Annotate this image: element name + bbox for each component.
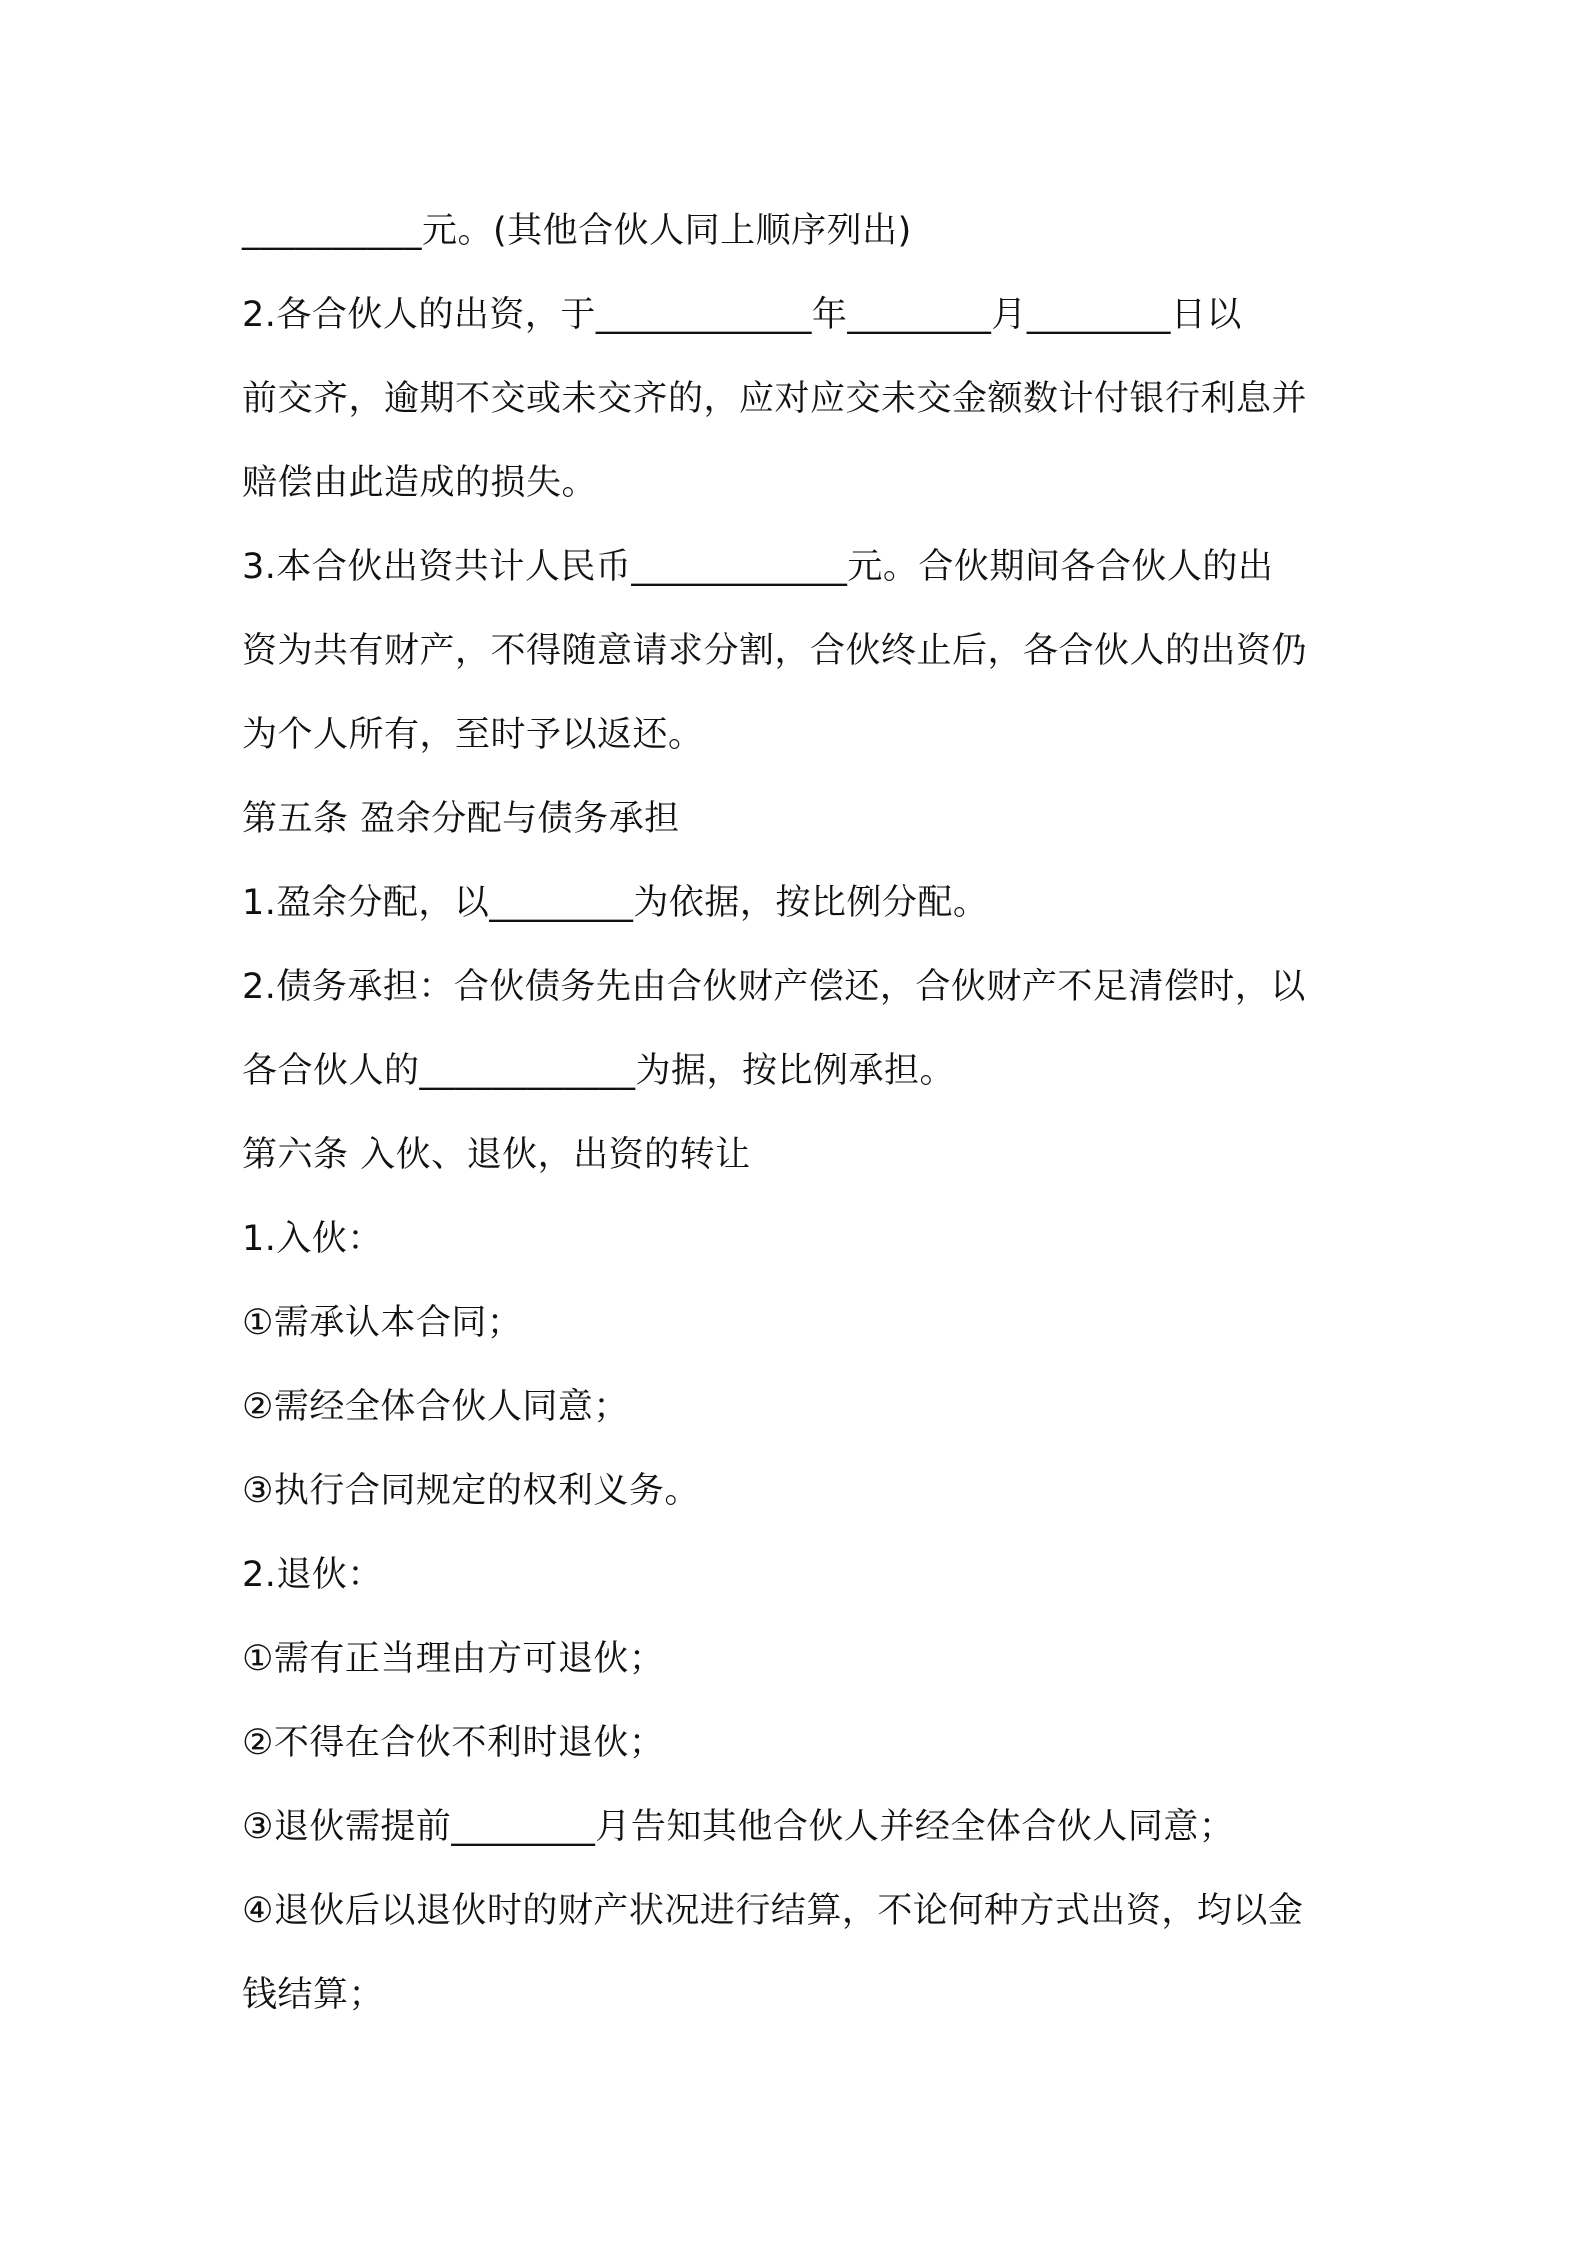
text-line-clause-5-1: 1.盈余分配，以________为依据，按比例分配。 bbox=[242, 883, 989, 923]
text-line-clause-6-1: 1.入伙： bbox=[242, 1219, 383, 1259]
text-line-clause-4-2-cont-2: 赔偿由此造成的损失。 bbox=[242, 463, 598, 503]
text-line-clause-6-2: 2.退伙： bbox=[242, 1555, 383, 1595]
text-line-clause-4-2: 2.各合伙人的出资，于____________年________月________日以 bbox=[242, 295, 1242, 335]
list-item-withdraw-4-cont: 钱结算； bbox=[242, 1975, 385, 2015]
section-heading-article-5: 第五条 盈余分配与债务承担 bbox=[242, 799, 680, 839]
list-item-withdraw-2: ②不得在合伙不利时退伙； bbox=[242, 1723, 665, 1763]
list-item-join-3: ③执行合同规定的权利义务。 bbox=[242, 1471, 700, 1511]
list-item-withdraw-4: ④退伙后以退伙时的财产状况进行结算，不论何种方式出资，均以金 bbox=[242, 1891, 1304, 1931]
list-item-withdraw-3: ③退伙需提前________月告知其他合伙人并经全体合伙人同意； bbox=[242, 1807, 1235, 1847]
text-line-clause-4-2-cont-1: 前交齐，逾期不交或未交齐的，应对应交未交金额数计付银行利息并 bbox=[242, 379, 1308, 419]
text-line-clause-4-3-cont-1: 资为共有财产，不得随意请求分割，合伙终止后，各合伙人的出资仍 bbox=[242, 631, 1308, 671]
list-item-join-2: ②需经全体合伙人同意； bbox=[242, 1387, 629, 1427]
text-line-clause-4-3-cont-2: 为个人所有，至时予以返还。 bbox=[242, 715, 704, 755]
list-item-withdraw-1: ①需有正当理由方可退伙； bbox=[242, 1639, 665, 1679]
text-line-clause-4-3: 3.本合伙出资共计人民币____________元。合伙期间各合伙人的出 bbox=[242, 547, 1274, 587]
text-line-contribution-continued: __________元。(其他合伙人同上顺序列出) bbox=[242, 211, 912, 251]
list-item-join-1: ①需承认本合同； bbox=[242, 1303, 523, 1343]
text-line-clause-5-2: 2.债务承担：合伙债务先由合伙财产偿还，合伙财产不足清偿时，以 bbox=[242, 967, 1306, 1007]
section-heading-article-6: 第六条 入伙、退伙，出资的转让 bbox=[242, 1135, 751, 1175]
text-line-clause-5-2-cont: 各合伙人的____________为据，按比例承担。 bbox=[242, 1051, 956, 1091]
